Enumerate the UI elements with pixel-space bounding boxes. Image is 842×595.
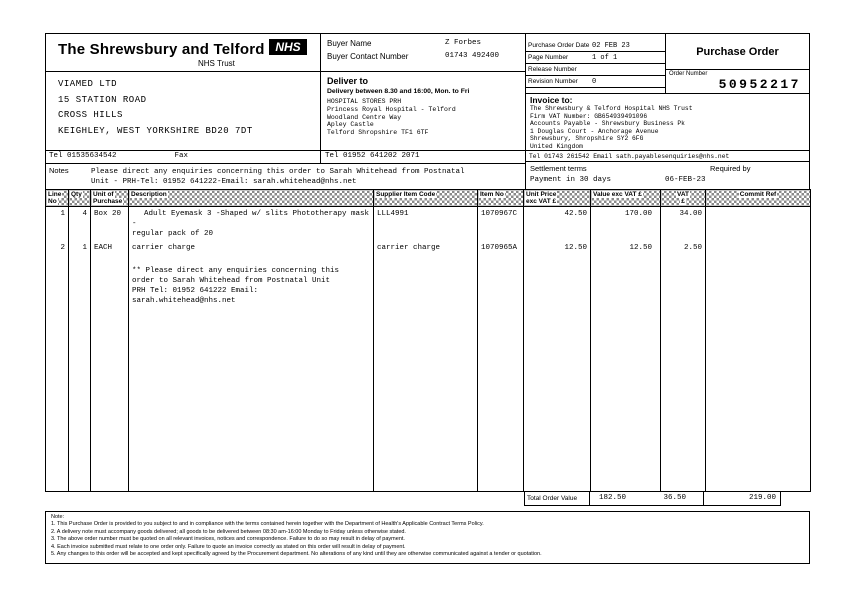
nhs-logo: NHS xyxy=(269,39,307,55)
supplier-tel-label: Tel xyxy=(49,152,63,160)
notes-row xyxy=(46,164,525,189)
supplier-address xyxy=(46,72,321,150)
description-line: Adult Eyemask 3 -Shaped w/ slits Phototherapy mask - xyxy=(132,210,370,228)
table-filler-row xyxy=(46,341,811,491)
page-number-row xyxy=(526,52,665,64)
item-note-line: sarah.whitehead@nhs.net xyxy=(132,297,236,305)
notes-line: Unit - PRH-Tel: 01952 641222-Email: sarah.whitehead@nhs.net xyxy=(91,178,357,186)
terms-line: 5. Any changes to this order will be accepted and kept specifically agreed by the Procurement department. No alterations of any kind until they are otherwise communicated against a tender or quotation. xyxy=(51,551,542,558)
revision-number-label: Revision Number xyxy=(528,78,578,85)
invoice-address-line: Firm VAT Number: GB654939491096 xyxy=(530,112,648,120)
vat-cell: 2.50 xyxy=(661,241,706,341)
header-left-column xyxy=(46,34,526,189)
delivery-address-line: HOSPITAL STORES PRH xyxy=(327,98,402,105)
order-info-block xyxy=(526,34,809,94)
column-header-unit: Unit of Purchase xyxy=(91,190,129,207)
notes-label: Notes xyxy=(49,166,69,175)
column-header-supplier-code: Supplier Item Code xyxy=(374,190,478,207)
release-number-row xyxy=(526,64,665,76)
purchase-order-document xyxy=(45,33,810,564)
unit-cell: EACH xyxy=(91,241,129,341)
item-note xyxy=(132,266,370,306)
column-header-value: Value exc VAT £ xyxy=(591,190,661,207)
invoice-address-line: Accounts Payable - Shrewsbury Business Pk xyxy=(530,120,685,128)
order-number-box xyxy=(666,70,809,93)
total-net-and-vat-box xyxy=(589,491,704,506)
supplier-address-line: KEIGHLEY, WEST YORKSHIRE BD20 7DT xyxy=(58,125,253,136)
unit-price-cell: 12.50 xyxy=(524,241,591,341)
header-block xyxy=(45,33,810,190)
total-vat: 36.50 xyxy=(663,494,686,502)
value-cell: 12.50 xyxy=(591,241,661,341)
description-line: regular pack of 20 xyxy=(132,230,214,238)
delivery-window: Delivery between 8.30 and 16:00, Mon. to Fri xyxy=(327,88,470,95)
invoice-address-line: United Kingdom xyxy=(530,142,583,150)
settlement-terms-cell xyxy=(530,164,665,189)
trust-subtitle: NHS Trust xyxy=(198,59,235,68)
delivery-address-line: Telford Shropshire TF1 6TF xyxy=(327,129,429,137)
order-number-label: Order Number xyxy=(669,71,708,77)
settlement-row xyxy=(526,162,809,189)
qty-cell: 1 xyxy=(69,241,91,341)
description-cell xyxy=(129,241,374,341)
terms-line: 1. This Purchase Order is provided to you subject to and in compliance with the terms contained herein together with the Department of Health's Applicable Contract Terms Policy. xyxy=(51,521,484,528)
total-order-value-label: Total Order Value xyxy=(524,491,590,506)
unit-price-cell: 42.50 xyxy=(524,207,591,242)
terms-line: 4. Each invoice submitted must relate to one order only. Failure to quote an invoice correctly as stated on this order will result in delay of payment. xyxy=(51,543,406,550)
supplier-code-cell: LLL4991 xyxy=(374,207,478,242)
total-gross-box xyxy=(703,491,781,506)
column-header-line-no: Line No xyxy=(46,190,69,207)
commit-ref-cell xyxy=(706,207,811,242)
column-header-description: Description xyxy=(129,190,374,207)
supplier-name: VIAMED LTD xyxy=(58,79,118,89)
table-row xyxy=(46,207,811,242)
supplier-fax-label: Fax xyxy=(174,152,189,160)
invoice-address-line: The Shrewsbury & Telford Hospital NHS Trust xyxy=(530,105,693,112)
document-title: Purchase Order xyxy=(666,34,809,70)
buyer-cell xyxy=(321,34,525,71)
page-number-value: 1 of 1 xyxy=(592,53,618,62)
qty-cell: 4 xyxy=(69,207,91,242)
column-header-item-no: Item No xyxy=(478,190,524,207)
order-number-value: 50952217 xyxy=(718,77,801,92)
page-number-label: Page Number xyxy=(528,54,569,61)
deliver-to-cell xyxy=(321,72,525,150)
item-note-line: PRH Tel: 01952 641222 Email: xyxy=(132,287,259,295)
terms-and-conditions xyxy=(45,511,810,564)
revision-number-row xyxy=(526,76,665,88)
delivery-phone-cell: Tel 01952 641202 2071 xyxy=(325,152,420,160)
header-row-2 xyxy=(46,72,525,151)
trust-name: The Shrewsbury and Telford xyxy=(58,41,265,58)
notes-text xyxy=(91,166,465,189)
description-line: carrier charge xyxy=(132,244,196,252)
column-header-vat: VAT £ xyxy=(661,190,706,207)
trust-cell xyxy=(46,34,321,71)
supplier-address-line: 15 STATION ROAD xyxy=(58,94,147,105)
po-date-value: 02 FEB 23 xyxy=(592,41,630,50)
invoice-address-line: 1 Douglas Court - Anchorage Avenue xyxy=(530,127,659,135)
column-header-commit-ref: Commit Ref xyxy=(706,190,811,207)
release-number-label: Release Number xyxy=(528,66,577,73)
value-cell: 170.00 xyxy=(591,207,661,242)
description-cell xyxy=(129,207,374,242)
invoice-address-line: Shrewsbury, Shropshire SY2 6FG xyxy=(530,135,644,143)
column-header-unit-price: Unit Price exc VAT £ xyxy=(524,190,591,207)
table-header-row xyxy=(46,190,811,207)
buyer-contact-value: 01743 492400 xyxy=(445,52,500,60)
po-date-label: Purchase Order Date xyxy=(528,42,590,49)
supplier-code-cell: carrier charge xyxy=(374,241,478,341)
required-by-cell xyxy=(665,164,809,189)
supplier-phone-cell xyxy=(46,151,321,163)
delivery-address-line: Princess Royal Hospital - Telford xyxy=(327,105,456,113)
po-date-row xyxy=(526,40,665,52)
settlement-terms-value: Payment in 30 days xyxy=(530,176,612,184)
supplier-address-line: CROSS HILLS xyxy=(58,110,123,120)
notes-line: Please direct any enquiries concerning this order to Sarah Whitehead from Postnatal xyxy=(91,168,465,176)
commit-ref-cell xyxy=(706,241,811,341)
line-items-table xyxy=(45,189,811,492)
total-row xyxy=(45,491,810,506)
invoice-address xyxy=(530,105,805,151)
invoice-to-label: Invoice to: xyxy=(530,95,573,105)
header-row-1 xyxy=(46,34,525,72)
invoice-contact-row: Tel 01743 261542 Email sath.payablesenquiries@nhs.net xyxy=(526,151,809,162)
item-note-line: order to Sarah Whitehead from Postnatal Unit xyxy=(132,277,331,285)
delivery-address xyxy=(327,98,519,137)
total-value-exc-vat: 182.50 xyxy=(599,494,627,502)
order-info-rows xyxy=(526,34,666,93)
terms-line: 3. The above order number must be quoted on all relevant invoices, notices and correspondence. Failure to do so may result in delay of payment. xyxy=(51,536,405,543)
line-no-cell: 1 xyxy=(46,207,69,242)
item-no-cell: 1070967C xyxy=(478,207,524,242)
column-header-qty: Qty xyxy=(69,190,91,207)
buyer-contact-label: Buyer Contact Number xyxy=(327,52,409,61)
item-note-line: ** Please direct any enquiries concerning this xyxy=(132,267,340,275)
terms-line: 2. A delivery note must accompany goods delivered; all goods to be delivered between 08:30 am-16:00 Monday to Friday unless otherwise stated. xyxy=(51,528,406,535)
vat-cell: 34.00 xyxy=(661,207,706,242)
required-by-label: Required by xyxy=(710,164,751,173)
invoice-to-block xyxy=(526,94,809,151)
po-title-block xyxy=(666,34,809,93)
phone-row xyxy=(46,151,525,164)
required-by-value: 06-FEB-23 xyxy=(665,176,706,184)
terms-note-label: Note: xyxy=(51,513,65,520)
delivery-address-line: Apley Castle xyxy=(327,121,374,129)
line-no-cell: 2 xyxy=(46,241,69,341)
item-no-cell: 1070965A xyxy=(478,241,524,341)
deliver-to-label: Deliver to xyxy=(327,76,369,86)
buyer-name-value: Z Forbes xyxy=(445,39,482,47)
settlement-terms-label: Settlement terms xyxy=(530,164,587,173)
header-right-column xyxy=(526,34,809,189)
delivery-address-line: Woodland Centre Way xyxy=(327,113,402,121)
revision-number-value: 0 xyxy=(592,77,597,86)
unit-cell: Box 20 xyxy=(91,207,129,242)
buyer-name-label: Buyer Name xyxy=(327,39,372,48)
total-order-value: 219.00 xyxy=(748,494,776,502)
table-row xyxy=(46,241,811,341)
supplier-tel-value: 01535634542 xyxy=(67,152,117,160)
